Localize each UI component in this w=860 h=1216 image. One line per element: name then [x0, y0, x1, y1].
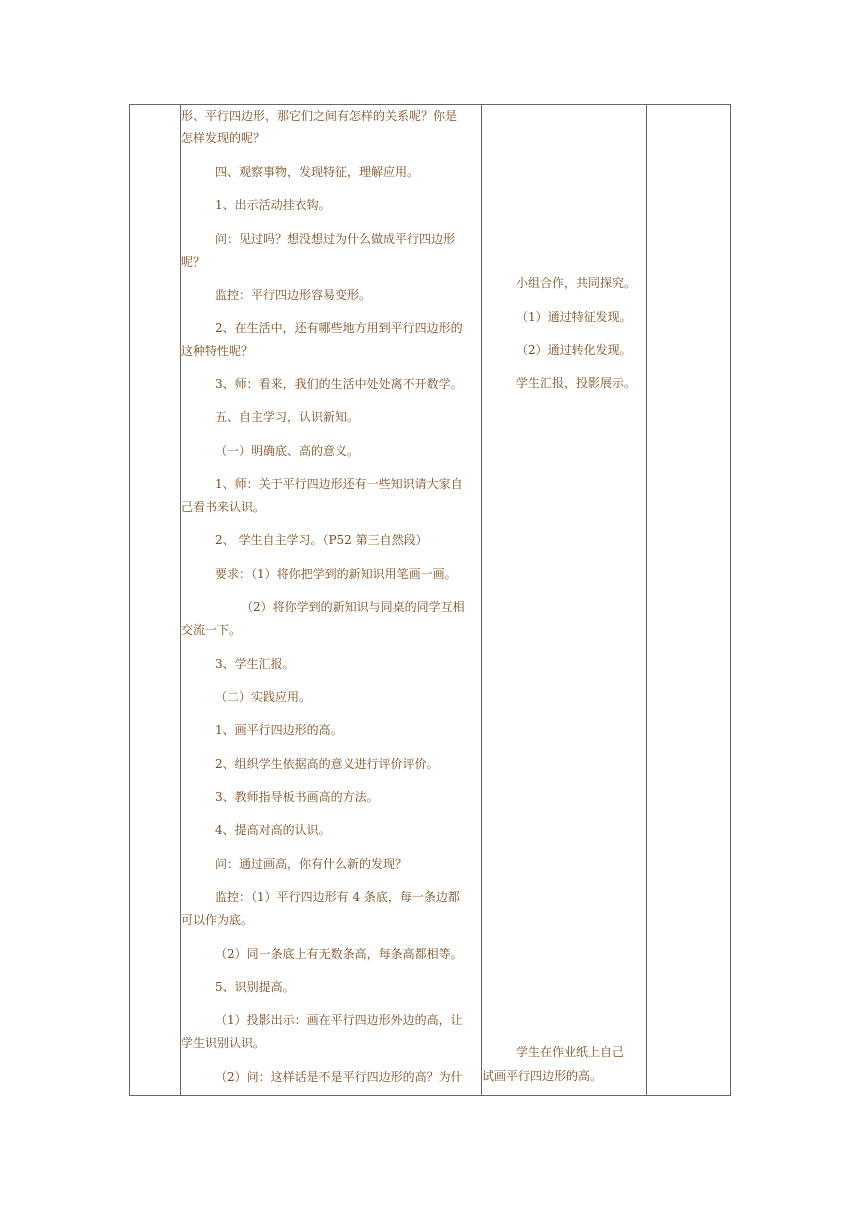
lesson-text-line: （一）明确底、高的意义。	[215, 444, 360, 458]
lesson-text-line: 可以作为底。	[181, 913, 254, 927]
lesson-text-line: （2）同一条底上有无数条高，每条高都相等。	[215, 947, 463, 961]
lesson-text-line: 3、学生汇报。	[215, 657, 295, 671]
teaching-process-column	[181, 105, 483, 1095]
lesson-text-line: 1、出示活动挂衣钩。	[215, 198, 331, 212]
student-activity-column	[482, 105, 647, 1095]
lesson-text-line: 交流一下。	[181, 623, 242, 637]
lesson-text-line: 五、自主学习，认识新知。	[215, 410, 360, 424]
lesson-text-line: （2）问：这样话是不是平行四边形的高？为什	[215, 1070, 463, 1084]
lesson-text-line: 监控：（1）平行四边形有 4 条底，每一条边都	[215, 890, 460, 904]
student-activity-line: 学生在作业纸上自己	[516, 1045, 625, 1059]
student-activity-line: 试画平行四边形的高。	[482, 1069, 603, 1083]
student-activity-line: 小组合作，共同探究。	[516, 276, 637, 290]
lesson-text-line: 怎样发现的呢？	[181, 131, 266, 145]
lesson-text-line: 问：通过画高，你有什么新的发现？	[215, 857, 408, 871]
student-activity-line: （1）通过特征发现。	[516, 310, 632, 324]
lesson-text-line: 1、师：关于平行四边形还有一些知识请大家自	[215, 477, 463, 491]
lesson-text-line: 形、平行四边形，那它们之间有怎样的关系呢？你是	[181, 109, 458, 123]
lesson-text-line: 要求：（1）将你把学到的新知识用笔画一画。	[215, 567, 457, 581]
student-activity-line: 学生汇报，投影展示。	[516, 376, 637, 390]
lesson-text-line: 1、画平行四边形的高。	[215, 723, 343, 737]
lesson-text-line: （1）投影出示：画在平行四边形外边的高，让	[215, 1013, 463, 1027]
lesson-text-line: 4、提高对高的认识。	[215, 823, 331, 837]
lesson-text-line: 2、 学生自主学习。（P52 第三自然段）	[215, 533, 428, 547]
lesson-text-line: 问：见过吗？想没想过为什么做成平行四边形	[215, 232, 456, 246]
lesson-text-line: 3、师：看来，我们的生活中处处离不开数学。	[215, 377, 463, 391]
lesson-text-line: 四、观察事物，发现特征，理解应用。	[215, 165, 420, 179]
lesson-text-line: 2、组织学生依据高的意义进行评价评价。	[215, 757, 439, 771]
lesson-text-line: 2、在生活中，还有哪些地方用到平行四边形的	[215, 321, 463, 335]
lesson-plan-table	[129, 104, 731, 1096]
lesson-text-line: （二）实践应用。	[215, 690, 312, 704]
lesson-text-line: 监控：平行四边形容易变形。	[215, 288, 372, 302]
lesson-text-line: 学生识别认识。	[181, 1036, 266, 1050]
lesson-text-line: （2）将你学到的新知识与同桌的同学互相	[241, 600, 465, 614]
student-activity-line: （2）通过转化发现。	[516, 343, 632, 357]
lesson-text-line: 5、识别提高。	[215, 980, 295, 994]
lesson-text-line: 己看书来认识。	[181, 500, 266, 514]
lesson-text-line: 3、教师指导板书画高的方法。	[215, 790, 379, 804]
lesson-text-line: 呢？	[181, 255, 206, 269]
lesson-text-line: 这种特性呢？	[181, 344, 254, 358]
